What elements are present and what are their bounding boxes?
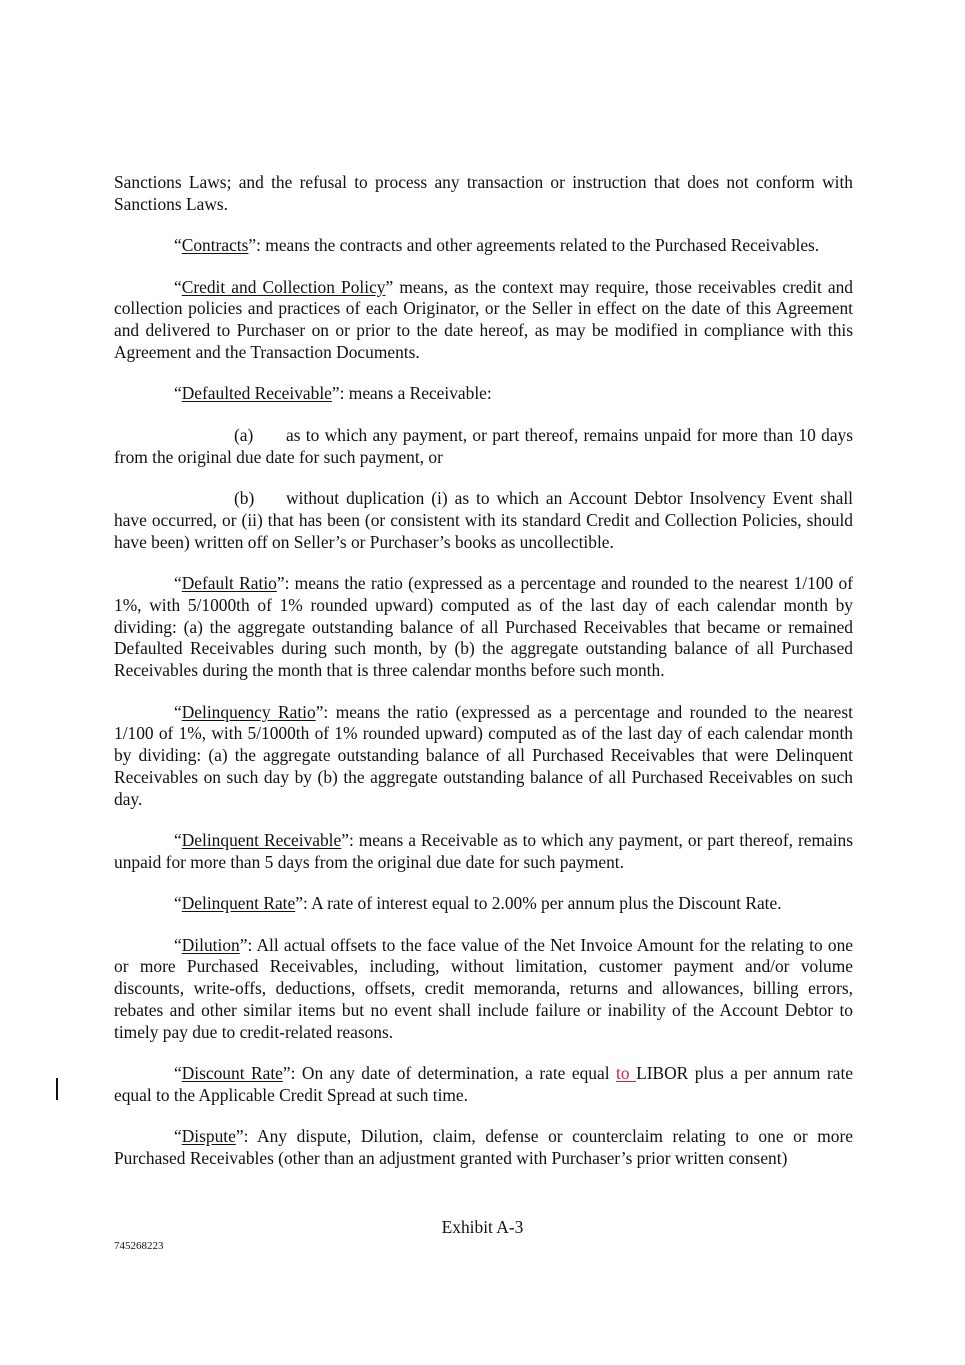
term-default-ratio: Default Ratio xyxy=(181,572,277,593)
definition-discount-rate: “Discount Rate”: On any date of determination, a rate equal to LIBOR plus a per annum rate equal to the Applicable Credit Spread at such time. xyxy=(114,1063,854,1106)
document-body xyxy=(114,172,853,1190)
definition-credit-collection-policy: “Credit and Collection Policy” means, as the context may require, those receivables credit and collection policies and practices of each Originator, or the Seller in effect on the date of this Agreement and delivered to Purchaser on or prior to the date hereof, as may be modified in compliance with this Agreement and the Transaction Documents. xyxy=(114,276,853,362)
definition-text: LIBOR plus a per annum rate equal to the Applicable Credit Spread at such time. xyxy=(114,1063,854,1106)
definition-delinquent-rate: “Delinquent Rate”: A rate of interest equal to 2.00% per annum plus the Discount Rate. xyxy=(174,893,782,914)
tracked-insertion: to xyxy=(616,1063,637,1084)
term-dispute: Dispute xyxy=(181,1126,236,1147)
definition-contracts: “Contracts”: means the contracts and other agreements related to the Purchased Receivables. xyxy=(174,235,820,256)
definition-text: ”: means the contracts and other agreements related to the Purchased Receivables. xyxy=(248,235,820,256)
term-delinquent-receivable: Delinquent Receivable xyxy=(181,830,342,851)
clause-label: (b) xyxy=(234,487,255,508)
definition-text: ”: A rate of interest equal to 2.00% per annum plus the Discount Rate. xyxy=(295,893,782,914)
definition-text: ”: All actual offsets to the face value of the Net Invoice Amount for the relating to one or more Purchased Receivables, including, without limitation, customer payment and/or volume discounts, write-offs, deductions, offsets, credit memoranda, returns and allowances, billing errors, rebates and other similar items but no event shall include failure or inability of the Account Debtor to timely pay due to credit-related reasons. xyxy=(114,934,853,1042)
definition-text: ”: Any dispute, Dilution, claim, defense or counterclaim relating to one or more Purchased Receivables (other than an adjustment granted with Purchaser’s prior written consent) xyxy=(114,1126,853,1169)
definition-default-ratio: “Default Ratio”: means the ratio (expressed as a percentage and rounded to the nearest 1/100 of 1%, with 5/1000th of 1% rounded upward) computed as of the last day of each calendar month by dividing: (a) the aggregate outstanding balance of all Purchased Receivables that became or remained Defaulted Receivables during such month, by (b) the aggregate outstanding balance of all Purchased Receivables during the month that is three calendar months before such month. xyxy=(114,572,853,681)
term-dilution: Dilution xyxy=(181,934,240,955)
term-credit-collection-policy: Credit and Collection Policy xyxy=(181,276,386,297)
definition-text: ”: On any date of determination, a rate equal xyxy=(282,1063,617,1084)
definition-text: ”: means a Receivable: xyxy=(331,383,492,404)
clause-text: as to which any payment, or part thereof, remains unpaid for more than 10 days from the original due date for such payment, or xyxy=(114,424,853,467)
revision-change-bar xyxy=(56,1078,58,1100)
term-discount-rate: Discount Rate xyxy=(181,1063,283,1084)
definition-defaulted-receivable: “Defaulted Receivable”: means a Receivable: xyxy=(174,383,492,404)
definition-delinquent-receivable: “Delinquent Receivable”: means a Receivable as to which any payment, or part thereof, remains unpaid for more than 5 days from the original due date for such payment. xyxy=(114,830,853,872)
term-contracts: Contracts xyxy=(181,235,249,256)
definition-dilution: “Dilution”: All actual offsets to the face value of the Net Invoice Amount for the relating to one or more Purchased Receivables, including, without limitation, customer payment and/or volume discounts, write-offs, deductions, offsets, credit memoranda, returns and allowances, billing errors, rebates and other similar items but no event shall include failure or inability of the Account Debtor to timely pay due to credit-related reasons. xyxy=(114,934,853,1042)
definition-text: ”: means the ratio (expressed as a percentage and rounded to the nearest 1/100 of 1%, with 5/1000th of 1% rounded upward) computed as of the last day of each calendar month by dividing: (a) the aggregate outstanding balance of all Purchased Receivables that became or remained Defaulted Receivables during such month, by (b) the aggregate outstanding balance of all Purchased Receivables during the month that is three calendar months before such month. xyxy=(114,572,853,681)
clause-label: (a) xyxy=(234,424,254,445)
definition-text: ” means, as the context may require, those receivables credit and collection policies and practices of each Originator, or the Seller in effect on the date of this Agreement and delivered to Purchaser on or prior to the date hereof, as may be modified in compliance with this Agreement and the Transaction Documents. xyxy=(114,276,853,362)
definition-text: ”: means the ratio (expressed as a percentage and rounded to the nearest 1/100 of 1%, with 5/1000th of 1% rounded upward) computed as of the last day of each calendar month by dividing: (a) the aggregate outstanding balance of all Purchased Receivables that were Delinquent Receivables on such day by (b) the aggregate outstanding balance of all Purchased Receivables on such day. xyxy=(114,701,853,809)
term-delinquent-rate: Delinquent Rate xyxy=(181,893,296,914)
definition-text: ”: means a Receivable as to which any payment, or part thereof, remains unpaid for more than 5 days from the original due date for such payment. xyxy=(114,830,853,872)
term-defaulted-receivable: Defaulted Receivable xyxy=(181,383,332,404)
page-footer: Exhibit A-3 xyxy=(441,1217,524,1237)
paragraph-sanctions: Sanctions Laws; and the refusal to process any transaction or instruction that does not conform with Sanctions Laws. xyxy=(114,172,853,214)
definition-delinquency-ratio: “Delinquency Ratio”: means the ratio (expressed as a percentage and rounded to the nearest 1/100 of 1%, with 5/1000th of 1% rounded upward) computed as of the last day of each calendar month by dividing: (a) the aggregate outstanding balance of all Purchased Receivables that were Delinquent Receivables on such day by (b) the aggregate outstanding balance of all Purchased Receivables on such day. xyxy=(114,701,853,809)
definition-dispute: “Dispute”: Any dispute, Dilution, claim, defense or counterclaim relating to one or more Purchased Receivables (other than an adjustment granted with Purchaser’s prior written consent) xyxy=(114,1126,853,1169)
term-delinquency-ratio: Delinquency Ratio xyxy=(181,701,316,722)
document-id: 745268223 xyxy=(114,1240,164,1252)
clause-b xyxy=(114,488,853,553)
clause-text: without duplication (i) as to which an Account Debtor Insolvency Event shall have occurred, or (ii) that has been (or consistent with its standard Credit and Collection Policies, should have been) written off on Seller’s or Purchaser’s books as uncollectible. xyxy=(114,487,853,552)
clause-a xyxy=(114,425,853,469)
